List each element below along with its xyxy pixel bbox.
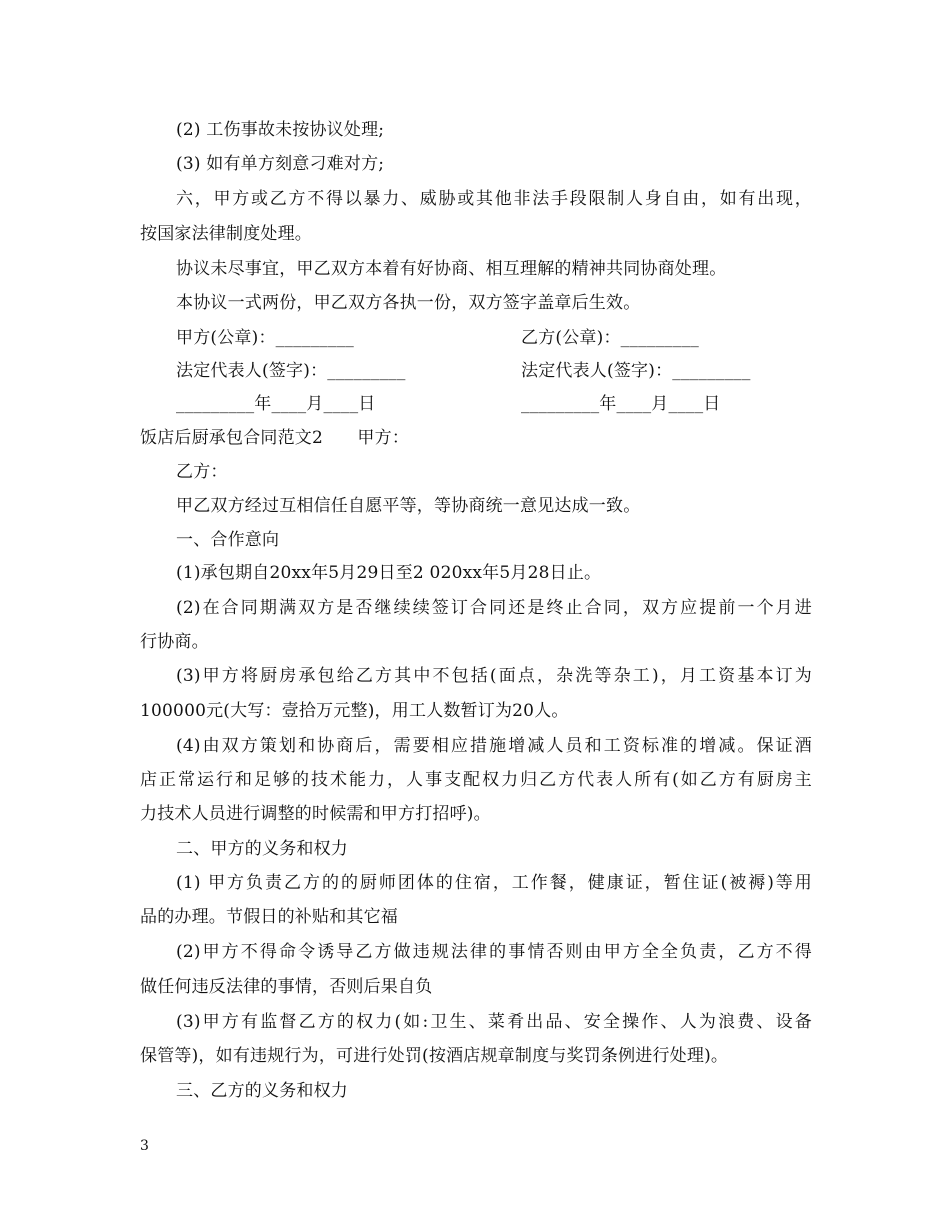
section-2-heading: 二、甲方的义务和权力 <box>176 839 348 859</box>
section-1-item-4-line-3: 力技术人员进行调整的时候需和甲方打招呼)。 <box>140 804 491 824</box>
party-b-label: 乙方： <box>176 462 228 482</box>
section-2-item-3-line-1: (3)甲方有监督乙方的权力(如:卫生、菜肴出品、安全操作、人为浪费、设备 <box>176 1012 812 1032</box>
section-1-item-4-line-2: 店正常运行和足够的技术能力，人事支配权力归乙方代表人所有(如乙方有厨房主 <box>140 770 812 790</box>
copies-effective-clause: 本协议一式两份，甲乙双方各执一份，双方签字盖章后生效。 <box>176 293 641 313</box>
section-1-item-3-line-1: (3)甲方将厨房承包给乙方其中不包括(面点，杂洗等杂工)，月工资基本订为 <box>176 666 812 686</box>
clause-six-line-2: 按国家法律制度处理。 <box>140 224 312 244</box>
page-number: 3 <box>140 1138 149 1154</box>
section-3-heading: 三、乙方的义务和权力 <box>176 1081 348 1101</box>
party-b-date-field: _________年____月____日 <box>521 394 721 414</box>
unresolved-matters-clause: 协议未尽事宜，甲乙双方本着有好协商、相互理解的精神共同协商处理。 <box>176 259 727 279</box>
section-1-item-2-line-2: 行协商。 <box>140 632 209 652</box>
section-2-item-3-line-2: 保管等)，如有违规行为，可进行处罚(按酒店规章制度与奖罚条例进行处理)。 <box>140 1046 729 1066</box>
section-2-item-2-line-2: 做任何违反法律的事情，否则后果自负 <box>140 977 433 997</box>
party-b-seal-field: 乙方(公章)：_________ <box>521 328 699 348</box>
contract-2-title: 饭店后厨承包合同范文2 甲方： <box>140 428 410 448</box>
party-a-representative-field: 法定代表人(签字)：_________ <box>176 361 406 381</box>
clause-six-line-1: 六，甲方或乙方不得以暴力、威胁或其他非法手段限制人身自由，如有出现， <box>176 189 812 209</box>
section-1-item-3-line-2: 100000元(大写：壹拾万元整)，用工人数暂订为20人。 <box>140 701 569 721</box>
section-2-item-1-line-1: (1) 甲方负责乙方的的厨师团体的住宿，工作餐，健康证，暂住证(被褥)等用 <box>176 873 812 893</box>
party-a-date-field: _________年____月____日 <box>176 394 376 414</box>
party-a-seal-field: 甲方(公章)：_________ <box>176 328 354 348</box>
clause-2-work-injury: (2) 工伤事故未按协议处理; <box>176 120 385 140</box>
agreement-intro: 甲乙双方经过互相信任自愿平等，等协商统一意见达成一致。 <box>176 496 641 516</box>
section-1-heading: 一、合作意向 <box>176 530 280 550</box>
section-2-item-1-line-2: 品的办理。节假日的补贴和其它福 <box>140 907 398 927</box>
section-2-item-2-line-1: (2)甲方不得命令诱导乙方做违规法律的事情否则由甲方全全负责，乙方不得 <box>176 942 812 962</box>
clause-3-deliberate-obstruction: (3) 如有单方刻意刁难对方; <box>176 154 385 174</box>
section-1-item-4-line-1: (4)由双方策划和协商后，需要相应措施增减人员和工资标准的增减。保证酒 <box>176 736 812 756</box>
section-1-item-2-line-1: (2)在合同期满双方是否继续续签订合同还是终止合同，双方应提前一个月进 <box>176 598 812 618</box>
party-b-representative-field: 法定代表人(签字)：_________ <box>521 361 751 381</box>
section-1-item-1: (1)承包期自20xx年5月29日至2 020xx年5月28日止。 <box>176 563 602 583</box>
